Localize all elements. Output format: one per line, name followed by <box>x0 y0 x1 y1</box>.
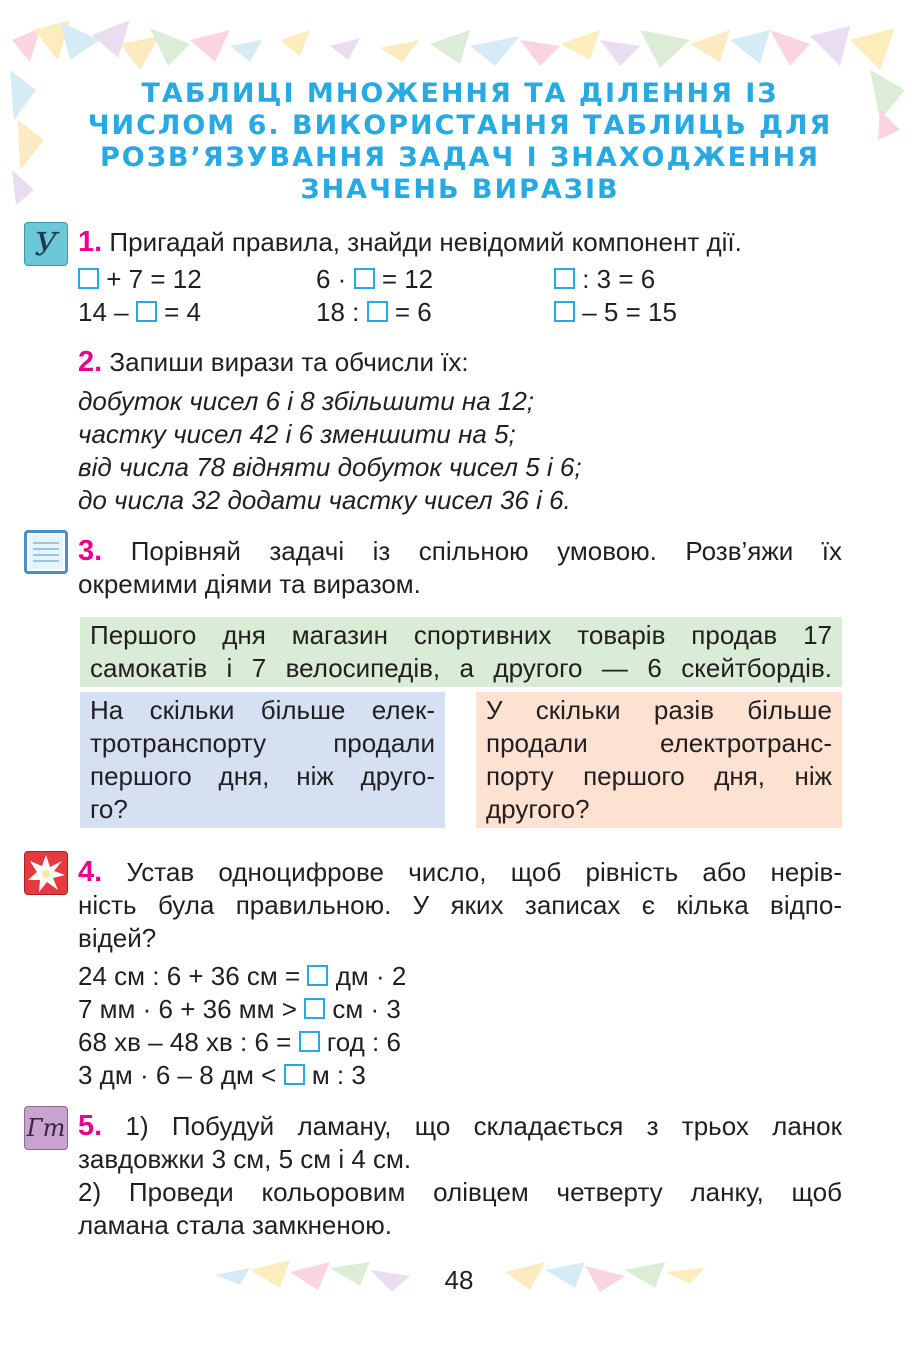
task2-item: від числа 78 відняти добуток чисел 5 і 6; <box>78 452 582 482</box>
task1-equation <box>316 296 432 329</box>
task1-text: Пригадай правила, знайди невідомий компонент дії. <box>109 227 742 257</box>
task1-equation <box>554 263 655 296</box>
title-line: ТАБЛИЦІ МНОЖЕННЯ ТА ДІЛЕННЯ ІЗ <box>141 78 779 109</box>
task4-equation <box>78 993 401 1026</box>
answer-box[interactable] <box>304 998 325 1019</box>
task5-text: 2) Проведи кольоровим олівцем четверту ланку, щоб <box>78 1177 842 1207</box>
task4-text: відей? <box>78 923 157 953</box>
answer-box[interactable] <box>136 301 157 322</box>
task3-text: Порівняй задачі із спільною умовою. Розв’яжи їх <box>130 536 842 566</box>
title-line: РОЗВ’ЯЗУВАННЯ ЗАДАЧ І ЗНАХОДЖЕННЯ <box>99 142 821 173</box>
equation-text: 7 мм · 6 + 36 мм > <box>78 994 297 1024</box>
question-line: порту першого дня, ніж <box>486 761 832 791</box>
star-burst-shape <box>25 852 67 894</box>
task3-text: окремими діями та виразом. <box>78 569 421 599</box>
task4-number: 4. <box>78 856 103 888</box>
answer-box[interactable] <box>307 965 328 986</box>
task1-equation <box>78 263 202 296</box>
answer-box[interactable] <box>354 268 375 289</box>
page-number: 48 <box>444 1265 474 1295</box>
question-line: го? <box>90 794 128 824</box>
task3-question-left <box>80 692 445 828</box>
equation-text: – 5 = 15 <box>582 297 677 327</box>
equation-text: год : 6 <box>326 1027 401 1057</box>
task4-equation <box>78 1026 401 1059</box>
equation-text: 18 : <box>316 297 360 327</box>
equation-text: см · 3 <box>332 994 401 1024</box>
answer-box[interactable] <box>367 301 388 322</box>
task3-instruction <box>78 535 842 601</box>
notebook-icon <box>24 530 68 574</box>
task2-number: 2. <box>78 346 103 378</box>
equation-text: 14 – <box>78 297 129 327</box>
task5-text: 1) Побудуй ламану, що складається з трьох ланок <box>125 1111 842 1141</box>
task3-condition-box <box>80 617 842 687</box>
task2-item: частку чисел 42 і 6 зменшити на 5; <box>78 419 516 449</box>
answer-box[interactable] <box>284 1064 305 1085</box>
question-line: На скільки більше елек- <box>90 695 435 725</box>
page-title <box>60 78 860 206</box>
equation-text: дм · 2 <box>335 961 407 991</box>
task2-instruction <box>78 346 469 379</box>
equation-text: = 6 <box>394 297 432 327</box>
task4-text: Устав одноцифрове число, щоб рівність або нерів- <box>126 857 842 887</box>
task4-equation <box>78 1059 366 1092</box>
task4-text: ність була правильною. У яких записах є кілька відпо- <box>78 890 842 920</box>
equation-text: : 3 = 6 <box>582 264 656 294</box>
task5-text: завдовжки 3 см, 5 см і 4 см. <box>78 1144 412 1174</box>
task5-number: 5. <box>78 1110 103 1142</box>
equation-text: 3 дм · 6 – 8 дм < <box>78 1060 277 1090</box>
task3-number: 3. <box>78 535 103 567</box>
equation-text: 6 · <box>316 264 347 294</box>
question-line: У скільки разів більше <box>486 695 832 725</box>
notebook-icon-lines <box>27 533 65 571</box>
title-line: ЧИСЛОМ 6. ВИКОРИСТАННЯ ТАБЛИЦЬ ДЛЯ <box>87 110 833 141</box>
question-line: першого дня, ніж друго- <box>90 761 435 791</box>
question-line: продали електротранс- <box>486 728 832 758</box>
equation-text: м : 3 <box>311 1060 366 1090</box>
task1-number: 1. <box>78 226 103 258</box>
condition-line: Першого дня магазин спортивних товарів продав 17 <box>90 620 832 650</box>
equation-text: 24 см : 6 + 36 см = <box>78 961 301 991</box>
equation-text: + 7 = 12 <box>106 264 202 294</box>
task5-instruction <box>78 1110 842 1242</box>
question-line: тротранспорту продали <box>90 728 435 758</box>
answer-box[interactable] <box>554 268 575 289</box>
equation-text: = 4 <box>164 297 201 327</box>
geometry-icon <box>24 1106 68 1150</box>
task1-equation <box>78 296 201 329</box>
task4-instruction <box>78 856 842 955</box>
answer-box[interactable] <box>554 301 575 322</box>
title-line: ЗНАЧЕНЬ ВИРАЗІВ <box>300 174 620 205</box>
equation-text: 68 хв – 48 хв : 6 = <box>78 1027 292 1057</box>
answer-box[interactable] <box>299 1031 320 1052</box>
task1-equation <box>554 296 677 329</box>
task1-equation <box>316 263 433 296</box>
condition-line: самокатів і 7 велосипедів, а другого — 6 скейтбордів. <box>90 653 832 683</box>
task2-item: добуток чисел 6 і 8 збільшити на 12; <box>78 386 535 416</box>
task1-instruction <box>78 226 742 259</box>
task2-item: до числа 32 додати частку чисел 36 і 6. <box>78 485 571 515</box>
oral-work-icon-letter: У <box>34 225 58 263</box>
star-burst-icon <box>24 851 68 895</box>
task3-question-right <box>476 692 842 828</box>
question-line: другого? <box>486 794 590 824</box>
equation-text: = 12 <box>381 264 434 294</box>
oral-work-icon <box>24 222 68 266</box>
geometry-icon-letter: Гт <box>26 1114 66 1142</box>
task4-equation <box>78 960 406 993</box>
task5-text: ламана стала замкненою. <box>78 1210 392 1240</box>
answer-box[interactable] <box>78 268 99 289</box>
task2-text: Запиши вирази та обчисли їх: <box>109 347 469 377</box>
